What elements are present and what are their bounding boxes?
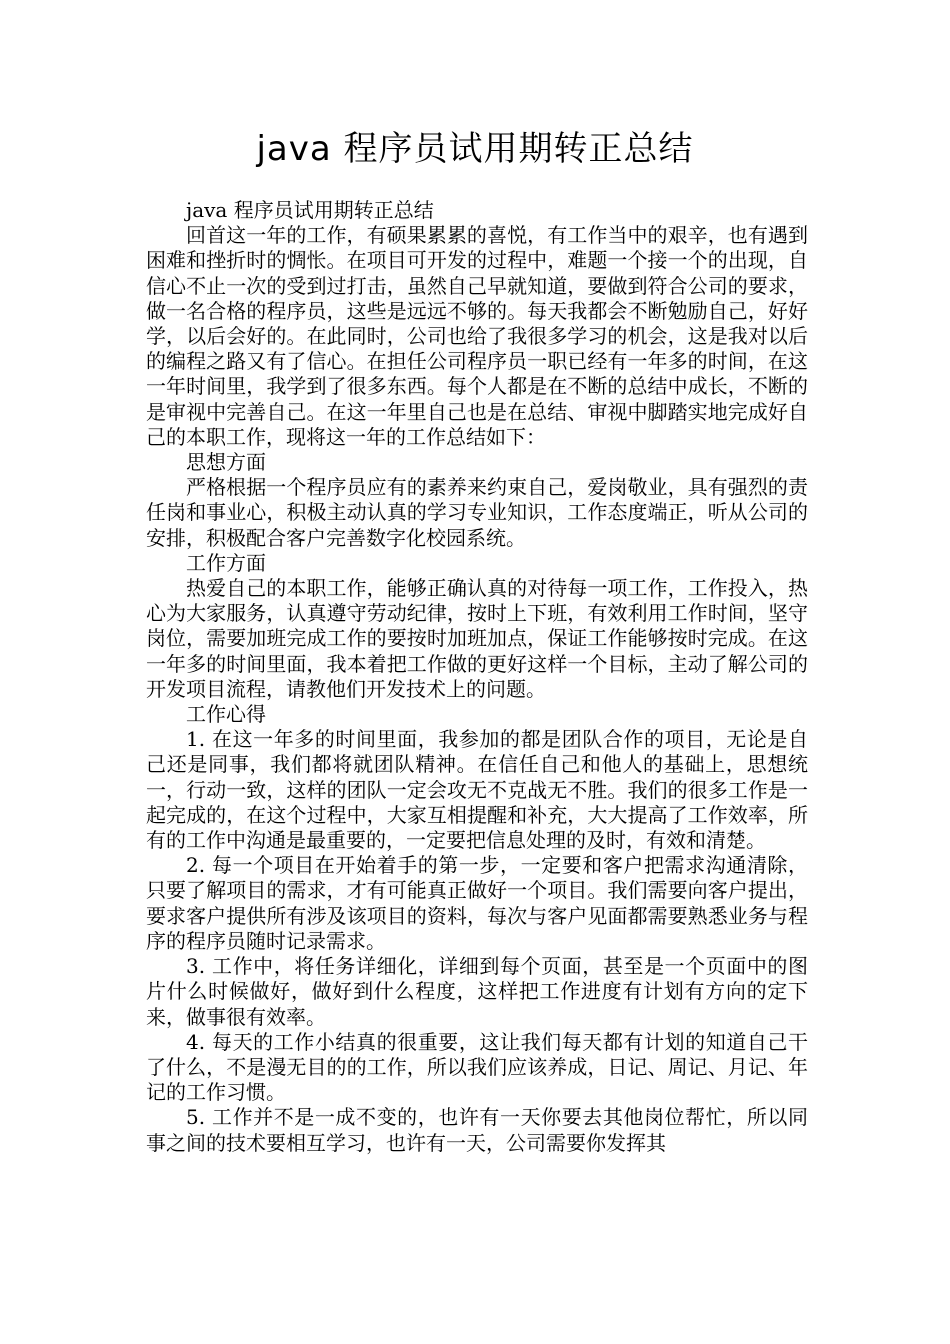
paragraph-thought: 严格根据一个程序员应有的素养来约束自己，爱岗敬业，具有强烈的责任岗和事业心，积极主动认真的学习专业知识，工作态度端正，听从公司的安排，积极配合客户完善数字化校园系统。 bbox=[146, 475, 808, 550]
list-item-4: 4. 每天的工作小结真的很重要，这让我们每天都有计划的知道自己干了什么，不是漫无目的的工作，所以我们应该养成，日记、周记、月记、年记的工作习惯。 bbox=[146, 1029, 808, 1105]
list-item-2: 2. 每一个项目在开始着手的第一步，一定要和客户把需求沟通清除，只要了解项目的需求，才有可能真正做好一个项目。我们需要向客户提出，要求客户提供所有涉及该项目的资料，每次与客户见面都需要熟悉业务与程序的程序员随时记录需求。 bbox=[146, 853, 808, 953]
document-body bbox=[146, 198, 808, 1156]
list-item-5: 5. 工作并不是一成不变的，也许有一天你要去其他岗位帮忙，所以同事之间的技术要相互学习，也许有一天，公司需要你发挥其 bbox=[146, 1105, 808, 1155]
paragraph-subtitle: java 程序员试用期转正总结 bbox=[186, 198, 434, 222]
section-heading-work: 工作方面 bbox=[186, 550, 266, 575]
section-heading-experience: 工作心得 bbox=[186, 702, 266, 727]
paragraph-intro: 回首这一年的工作，有硕果累累的喜悦，有工作当中的艰辛，也有遇到困难和挫折时的惆怅。在项目可开发的过程中，难题一个接一个的出现，自信心不止一次的受到过打击，虽然自己早就知道，要做到符合公司的要求，做一名合格的程序员，这些是远远不够的。每天我都会不断勉励自己，好好学，以后会好的。在此同时，公司也给了我很多学习的机会，这是我对以后的编程之路又有了信心。在担任公司程序员一职已经有一年多的时间，在这一年时间里，我学到了很多东西。每个人都是在不断的总结中成长，不断的是审视中完善自己。在这一年里自己也是在总结、审视中脚踏实地完成好自己的本职工作，现将这一年的工作总结如下： bbox=[146, 223, 808, 449]
document-title: java 程序员试用期转正总结 bbox=[256, 129, 694, 169]
paragraph-work: 热爱自己的本职工作，能够正确认真的对待每一项工作，工作投入，热心为大家服务，认真遵守劳动纪律，按时上下班，有效利用工作时间，坚守岗位，需要加班完成工作的要按时加班加点，保证工作能够按时完成。在这一年多的时间里面，我本着把工作做的更好这样一个目标，主动了解公司的开发项目流程，请教他们开发技术上的问题。 bbox=[146, 576, 808, 701]
section-heading-thought: 思想方面 bbox=[186, 450, 266, 475]
list-item-3: 3. 工作中，将任务详细化，详细到每个页面，甚至是一个页面中的图片什么时候做好，做好到什么程度，这样把工作进度有计划有方向的定下来，做事很有效率。 bbox=[146, 954, 808, 1029]
list-item-1: 1. 在这一年多的时间里面，我参加的都是团队合作的项目，无论是自己还是同事，我们都将就团队精神。在信任自己和他人的基础上，思想统一，行动一致，这样的团队一定会攻无不克战无不胜。我们的很多工作是一起完成的，在这个过程中，大家互相提醒和补充，大大提高了工作效率，所有的工作中沟通是最重要的，一定要把信息处理的及时，有效和清楚。 bbox=[146, 727, 808, 853]
